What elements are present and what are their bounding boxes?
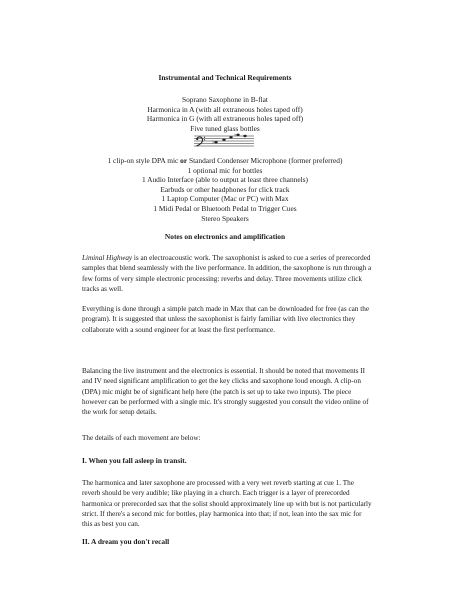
- movement-2-heading: II. A dream you don't recall: [82, 537, 170, 546]
- notes-heading: Notes on electronics and amplification: [164, 232, 286, 241]
- tech-item: 1 optional mic for bottles: [187, 165, 263, 175]
- paragraph-intro-text: is an electroacoustic work. The saxophonist is asked to cue a series of prerecorded samples that blend seamlessly with the live performance. In addition, the saxophone is run through a few forms of very simple electronic processing: reverbs and delay. Three movements utilize click tracks as well.: [82, 254, 372, 293]
- paragraph-intro: [82, 253, 372, 294]
- instrument-item: Five tuned glass bottles: [190, 123, 260, 133]
- work-title: Liminal Highway: [82, 254, 133, 262]
- tech-item: 1 Audio Interface (able to output at least three channels): [141, 175, 309, 185]
- instrument-item: Harmonica in G (with all extraneous holes taped off): [146, 114, 304, 124]
- tech-item: Earbuds or other headphones for click track: [160, 184, 290, 194]
- instrument-item: Harmonica in A (with all extraneous holes taped off): [147, 104, 303, 114]
- instrument-item: Soprano Saxophone in B-flat: [181, 95, 268, 104]
- mic-text-before: 1 clip-on style DPA mic: [107, 156, 181, 165]
- bass-clef-notation-icon: [194, 133, 254, 149]
- tech-item: Stereo Speakers: [201, 213, 249, 223]
- paragraph-movement-1: The harmonica and later saxophone are processed with a very wet reverb starting at cue 1. The reverb should be very audible; like playing in a church. Each trigger is a layer of prerecorded harmonica or prerecorded sax that the solist should approximately line up with but is not particularly strict. If there's a second mic for bottles, play harmonica into that; if not, lean into the sax mic for this as best you can.: [82, 479, 372, 529]
- svg-text:♭: ♭: [212, 139, 215, 146]
- movement-1-heading: I. When you fall asleep in transit.: [82, 456, 187, 465]
- mic-text-or: or: [180, 156, 188, 165]
- tech-list: [0, 156, 450, 223]
- tech-item: 1 Laptop Computer (Mac or PC) with Max: [161, 194, 289, 204]
- paragraph-balance: Balancing the live instrument and the electronics is essential. It should be noted that movements II and IV need significant amplification to get the key clicks and saxophone loud enough. A clip-on (DPA) mic might be of significant help here (the patch is set up to take two inputs). The piece however can be performed with a single mic. It's strongly suggested you consult the video online of the work for setup details.: [82, 367, 369, 417]
- paragraph-patch: Everything is done through a simple patch made in Max that can be downloaded for free (as can the program). It is suggested that unless the saxophonist is fairly familiar with live electronics they collaborate with a sound engineer for at least the first performance.: [82, 305, 370, 334]
- paragraph-details-intro: The details of each movement are below:: [82, 434, 201, 442]
- instrument-list: [0, 95, 450, 133]
- svg-text:♭: ♭: [234, 133, 237, 138]
- mic-text-after: Standard Condenser Microphone (former preferred): [187, 156, 343, 165]
- tech-item-mic: [0, 156, 450, 166]
- tech-item: 1 Midi Pedal or Bluetooth Pedal to Trigger Cues: [153, 203, 297, 213]
- requirements-heading: Instrumental and Technical Requirements: [158, 73, 292, 82]
